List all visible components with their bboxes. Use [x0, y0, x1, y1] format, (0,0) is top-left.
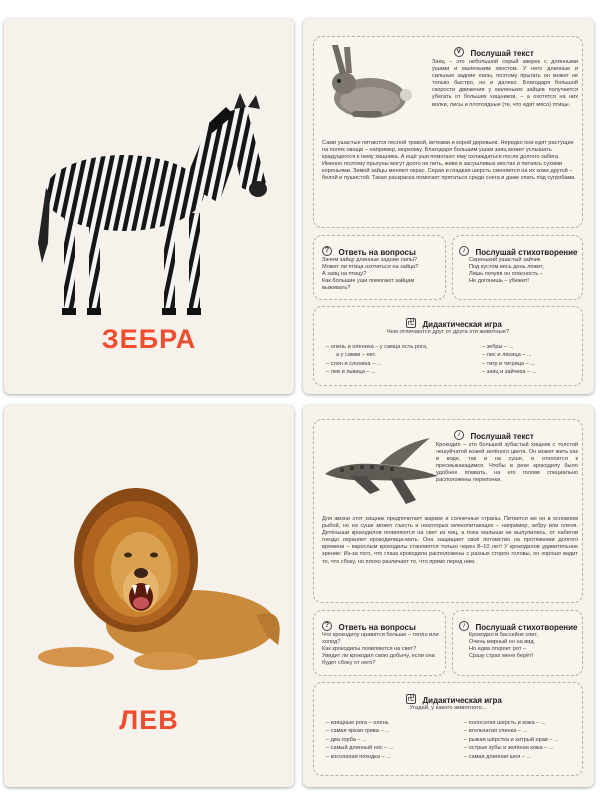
listen-text-full: Сами ушастые питаются лесной травой, ветками и корой деревьев. Нередко они едят растущие на полях овощи – например, морковку. Благодаря большим ушам заяц может услышать крадущегося к нему хищника. А ещё уши помогают ему охлаждаться после долгого забега. Именно поэтому прыгуны могут долго не пить, живя в засушливых местах и питаясь сухими кореньями. Зимой зайцы меняют окрас. Серая и гладкая шерсть сменяется на их коже другой – белой и пушистой. Такая раскраска помогает прятаться среди снега и даже спать под сугробами. [322, 140, 576, 182]
game-item: – рыжая шёрстка и хитрый нрав – ... [464, 736, 559, 743]
game-item: – самая длинная шея – ... [464, 753, 532, 760]
game-item: – слон и слониха – ... [326, 360, 382, 367]
speaker-icon: ♪ [454, 430, 464, 440]
game-list-left [326, 343, 446, 377]
questions-box [313, 235, 446, 300]
question: А заяц на птицу? [322, 271, 367, 278]
game-icon: 卍 [407, 694, 415, 702]
hare-info-card [303, 18, 594, 394]
listen-text-right: Крокодил – это большой зубастый хищник с толстой чешуйчатой кожей зелёного цвета. Он может жить как в воде, так и на суше, и относится к пресмыкающимся. Чтобы в реке крокодилу было удобнее плавать, на его голове специально расположены перепонки. [436, 442, 578, 484]
question: Как большие уши помогают зайцам выживать? [322, 278, 415, 292]
poem-box [452, 610, 583, 676]
game-item: – лев и львица – ... [326, 369, 376, 376]
game-item: – игольчатая спинка – ... [464, 728, 528, 735]
game-item: – два горба – ... [326, 736, 367, 743]
game-list-right [482, 343, 582, 377]
poem-line: Под кустом весь день лежит, [469, 264, 544, 271]
game-subtitle: Чем отличаются друг от друга эти животные? [386, 329, 510, 335]
game-icon: 卍 [407, 318, 415, 326]
listen-title: Послушай текст [470, 49, 534, 58]
poem-title: Послушай стихотворение [475, 623, 578, 632]
game-item: – острые зубы и зелёная кожа – ... [464, 745, 554, 752]
poem-line: Крокодил в бассейне спит, [469, 632, 538, 638]
watermark [44, 48, 47, 62]
poem-title: Послушай стихотворение [475, 248, 578, 257]
game-item: – косолапая походка – ... [326, 753, 391, 760]
listen-text-box [313, 36, 583, 228]
game-item: – самый длинный нос – ... [326, 745, 394, 752]
poem-line: Сразу страх меня берёт! [469, 653, 534, 660]
listen-title: Послушай текст [470, 432, 534, 441]
game-item: – заяц и зайчиха – ... [482, 369, 537, 376]
game-box [313, 306, 583, 386]
game-item: – изящные рога – олень [326, 720, 389, 726]
poem-line: Не догонишь – убежит! [469, 278, 529, 285]
question: Что крокодилу нравится больше – тепло или холод? [322, 632, 439, 646]
question-icon: ? [322, 246, 332, 256]
questions-list [322, 257, 444, 292]
questions-list [322, 632, 444, 667]
game-item: – лис и лисица – ... [482, 352, 532, 359]
question: Может ли птица охотиться на зайца? [322, 264, 419, 271]
questions-title: Ответь на вопросы [338, 623, 416, 632]
poem-box [452, 235, 583, 300]
poem-line: Очень мирный он на вид. [469, 639, 536, 646]
questions-box [313, 610, 446, 676]
animal-name-zebra: ЗЕБРА [101, 324, 197, 354]
poem-line: Серенький ушастый зайчик [469, 257, 541, 263]
crocodile-image [320, 434, 440, 509]
game-box [313, 682, 583, 776]
game-list-left [326, 719, 451, 761]
question: Как крокодилы появляются на свет? [322, 646, 417, 653]
zebra-image [4, 93, 294, 323]
game-title: Дидактическая игра [422, 320, 502, 329]
poem-line: Но едва откроет рот – [469, 646, 527, 653]
zebra-card [4, 18, 294, 394]
lion-image [16, 485, 286, 675]
game-title: Дидактическая игра [422, 696, 502, 705]
game-item: – самая яркая грива – ... [326, 728, 390, 735]
listen-text-right: Заяц – это небольшой серый зверек с длинными ушами и маленьким хвостом. У него длинные и сильные задние лапы, поэтому прыгать он может не только быстро, но и далеко. Благодаря большой скорости движения у маленьких зайцев получается убегать от больших хищников, – а охотятся на них волки, лисы и плотоядные (те, что едят мясо) птицы. [432, 59, 578, 108]
game-item: – олень и олениха – у самца есть рога, [326, 344, 428, 350]
question-icon: ? [322, 621, 332, 631]
question: Увидит ли крокодил свою добычу, если она будет сбоку от него? [322, 653, 435, 667]
animal-name-lion: ЛЕВ [119, 705, 179, 735]
croc-info-card [303, 405, 594, 787]
poem-text [469, 632, 579, 660]
rabbit-icon: ѷ [454, 47, 464, 57]
questions-title: Ответь на вопросы [338, 248, 416, 257]
game-item: – полосатая шерсть и кожа – ... [464, 720, 546, 726]
game-item: – зебры – ... [482, 344, 514, 350]
game-item: – тигр и тигрица – ... [482, 360, 535, 367]
hare-image [322, 43, 422, 123]
lion-card [4, 405, 294, 787]
game-item: а у самки – нет. [336, 352, 377, 359]
poem-text [469, 257, 579, 285]
question: Зачем зайцу длинные задние лапы? [322, 257, 418, 263]
poem-line: Лишь почуяв он опасность – [469, 271, 543, 278]
speaker-icon: ♪ [459, 621, 469, 631]
game-subtitle: Угадай, у какого животного... [409, 705, 487, 711]
listen-text-full: Для жизни этот хищник предпочитает жаркие и солнечные страны. Питается же он в основном рыбой, но на суше может съесть и некоторых млекопитающих – например, зебру или оленя. Детёныши крокодилов появляются на свет из яиц, а пока малыши не вылупились, от набегов гнездо охраняет крокодилица-мать. Она защищает своё потомство на протяжении долгого времени – взрослым крокодилы становятся только через 8–10 лет! У крокодилов удивительное зрение: Из-за того, что глаза крокодила расположены с разных сторон головы, он хорошо видит то, что сбоку, но плохо различает то, что прямо перед ним. [322, 516, 578, 565]
speaker-icon: ♪ [459, 246, 469, 256]
game-list-right [464, 719, 582, 761]
listen-text-box [313, 419, 583, 603]
